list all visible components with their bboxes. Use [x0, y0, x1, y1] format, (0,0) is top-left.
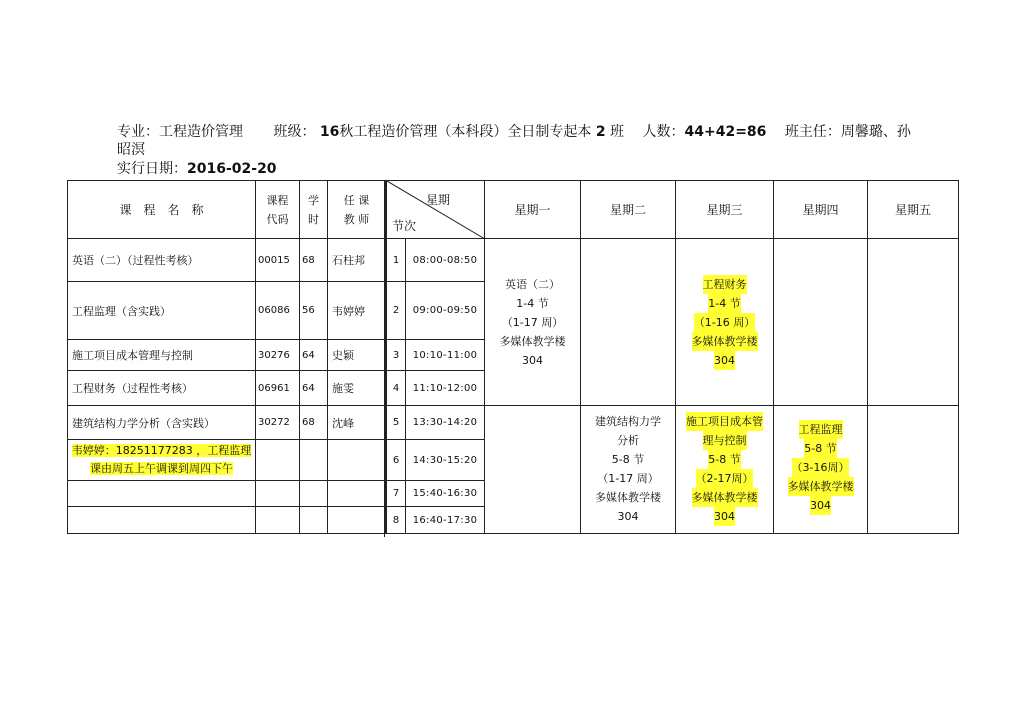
class-label: 班级： — [273, 124, 316, 140]
period-time: 10:10-11:00 — [406, 340, 485, 371]
class-number: 2 — [595, 124, 606, 140]
period-number: 2 — [387, 282, 406, 340]
table-row — [68, 507, 386, 534]
corner-period-label: 节次 — [392, 219, 417, 233]
course-hours: 68 — [300, 239, 328, 282]
date-value: 2016-02-20 — [187, 161, 277, 177]
period-number: 1 — [387, 239, 406, 282]
course-hours: 64 — [300, 340, 328, 371]
period-number: 4 — [387, 371, 406, 406]
course-name: 工程监理（含实践） — [68, 282, 256, 340]
course-table — [67, 180, 386, 534]
thu-pm-class: 工程监理 5-8 节 （3-16周） 多媒体教学楼 304 — [774, 406, 868, 534]
course-code: 30272 — [256, 406, 300, 440]
day-header: 星期一 — [485, 181, 581, 239]
day-header: 星期四 — [774, 181, 868, 239]
head-teacher: 班主任：周馨璐、孙 — [784, 124, 911, 140]
course-code: 00015 — [256, 239, 300, 282]
mon-am-class: 英语（二） 1-4 节 （1-17 周） 多媒体教学楼 304 — [485, 239, 581, 406]
period-number: 6 — [387, 440, 406, 481]
table-row — [68, 481, 386, 507]
course-name-header: 课 程 名 称 — [68, 181, 256, 239]
table-row — [68, 340, 386, 371]
period-number: 8 — [387, 507, 406, 534]
table-row — [68, 371, 386, 406]
course-teacher: 史颖 — [328, 340, 386, 371]
class-suffix: 班 — [610, 124, 625, 140]
day-header: 星期二 — [581, 181, 676, 239]
course-name: 工程财务（过程性考核） — [68, 371, 256, 406]
course-name: 施工项目成本管理与控制 — [68, 340, 256, 371]
course-name: 建筑结构力学分析（含实践） — [68, 406, 256, 440]
period-time: 13:30-14:20 — [406, 406, 485, 440]
table-row — [68, 406, 386, 440]
period-time: 16:40-17:30 — [406, 507, 485, 534]
course-teacher: 施雯 — [328, 371, 386, 406]
table-divider — [384, 180, 385, 537]
course-teacher: 沈峰 — [328, 406, 386, 440]
fri-pm-empty — [868, 406, 959, 534]
course-header-row — [68, 181, 386, 239]
day-header: 星期五 — [868, 181, 959, 239]
period-time: 09:00-09:50 — [406, 282, 485, 340]
tue-am-empty — [581, 239, 676, 406]
period-time: 15:40-16:30 — [406, 481, 485, 507]
course-hours: 56 — [300, 282, 328, 340]
fri-am-empty — [868, 239, 959, 406]
head-teacher-cont: 昭溟 — [117, 142, 145, 158]
class-name: 秋工程造价管理（本科段）全日制专起本 — [339, 124, 592, 140]
period-row — [387, 406, 959, 440]
period-number: 3 — [387, 340, 406, 371]
course-code: 06086 — [256, 282, 300, 340]
schedule-table — [386, 180, 959, 534]
note-row — [68, 440, 386, 481]
period-time: 08:00-08:50 — [406, 239, 485, 282]
course-code: 30276 — [256, 340, 300, 371]
tue-pm-class: 建筑结构力学 分析 5-8 节 （1-17 周） 多媒体教学楼 304 — [581, 406, 676, 534]
corner-cell — [387, 181, 485, 239]
thu-am-empty — [774, 239, 868, 406]
class-year: 16 — [319, 124, 340, 140]
header-line-1b — [117, 141, 145, 159]
people-count: 44+42=86 — [684, 124, 767, 140]
period-number: 5 — [387, 406, 406, 440]
course-hours: 64 — [300, 371, 328, 406]
major-label: 专业：工程造价管理 — [117, 124, 243, 140]
course-name: 英语（二）（过程性考核） — [68, 239, 256, 282]
course-hours-header: 学 时 — [300, 181, 328, 239]
header-line-2 — [117, 160, 277, 178]
corner-week-label: 星期 — [426, 193, 451, 207]
course-teacher: 韦婷婷 — [328, 282, 386, 340]
course-code-header: 课程 代码 — [256, 181, 300, 239]
header-line-1 — [117, 123, 911, 141]
schedule-header-row — [387, 181, 959, 239]
course-code: 06961 — [256, 371, 300, 406]
period-number: 7 — [387, 481, 406, 507]
wed-pm-class: 施工项目成本管 理与控制 5-8 节 （2-17周） 多媒体教学楼 304 — [676, 406, 774, 534]
course-teacher: 石柱邦 — [328, 239, 386, 282]
table-row — [68, 282, 386, 340]
day-header: 星期三 — [676, 181, 774, 239]
mon-pm-empty — [485, 406, 581, 534]
period-time: 14:30-15:20 — [406, 440, 485, 481]
course-hours: 68 — [300, 406, 328, 440]
period-time: 11:10-12:00 — [406, 371, 485, 406]
wed-am-class: 工程财务 1-4 节 （1-16 周） 多媒体教学楼 304 — [676, 239, 774, 406]
schedule-change-note: 韦婷婷：18251177283 ，工程监理 课由周五上午调课到周四下午 — [68, 440, 256, 481]
course-teacher-header: 任 课 教 师 — [328, 181, 386, 239]
period-row — [387, 239, 959, 282]
date-label: 实行日期： — [117, 161, 187, 177]
people-label: 人数： — [642, 124, 685, 140]
table-row — [68, 239, 386, 282]
